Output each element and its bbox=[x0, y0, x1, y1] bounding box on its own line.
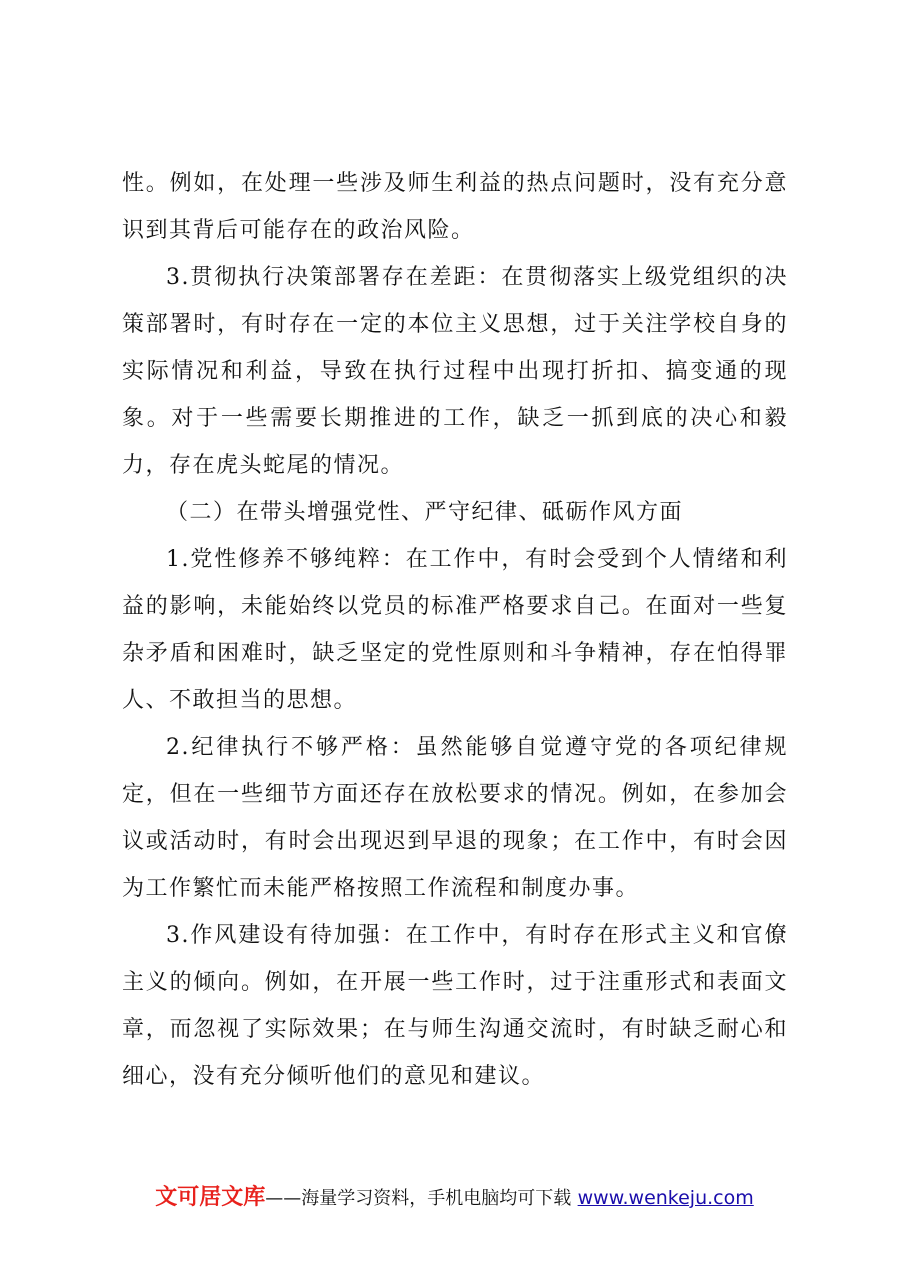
footer-website-link[interactable]: www.wenkeju.com bbox=[577, 1187, 754, 1209]
footer-banner bbox=[0, 1180, 909, 1211]
document-body bbox=[122, 160, 788, 1100]
paragraph-item-3-execution: 3.贯彻执行决策部署存在差距：在贯彻落实上级党组织的决策部署时，有时存在一定的本位主义思想，过于关注学校自身的实际情况和利益，导致在执行过程中出现打折扣、搞变通的现象。对于一些需要长期推进的工作，缺乏一抓到底的决心和毅力，存在虎头蛇尾的情况。 bbox=[122, 265, 788, 478]
paragraph-item-2-discipline: 2.纪律执行不够严格：虽然能够自觉遵守党的各项纪律规定，但在一些细节方面还存在放松要求的情况。例如，在参加会议或活动时，有时会出现迟到早退的现象；在工作中，有时会因为工作繁忙而未能严格按照工作流程和制度办事。 bbox=[122, 735, 788, 901]
paragraph-item-1-party-spirit: 1.党性修养不够纯粹：在工作中，有时会受到个人情绪和利益的影响，未能始终以党员的标准严格要求自己。在面对一些复杂矛盾和困难时，缺乏坚定的党性原则和斗争精神，存在怕得罪人、不敢担当的思想。 bbox=[122, 547, 788, 713]
footer-slogan: ——海量学习资料，手机电脑均可下载 bbox=[265, 1188, 572, 1209]
paragraph-item-3-work-style: 3.作风建设有待加强：在工作中，有时存在形式主义和官僚主义的倾向。例如，在开展一些工作时，过于注重形式和表面文章，而忽视了实际效果；在与师生沟通交流时，有时缺乏耐心和细心，没有充分倾听他们的意见和建议。 bbox=[122, 923, 788, 1089]
section-heading-2: （二）在带头增强党性、严守纪律、砥砺作风方面 bbox=[166, 500, 684, 525]
footer-brand: 文可居文库 bbox=[155, 1185, 266, 1210]
paragraph-continuation: 性。例如，在处理一些涉及师生利益的热点问题时，没有充分意识到其背后可能存在的政治风险。 bbox=[122, 171, 788, 243]
